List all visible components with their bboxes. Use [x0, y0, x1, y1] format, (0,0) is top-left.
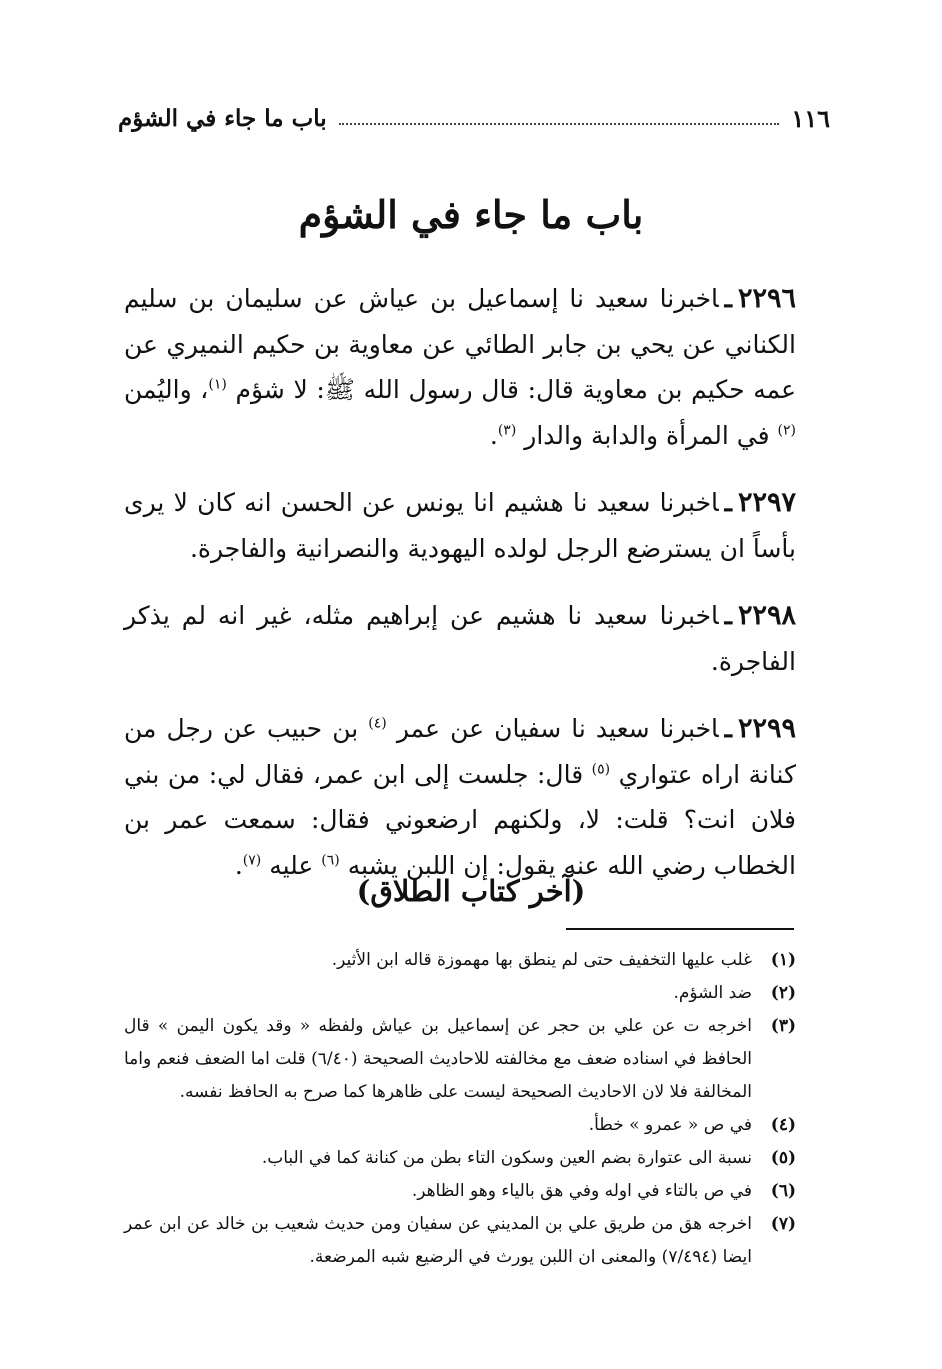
footnote-number: (٧)	[770, 1214, 796, 1234]
hadith-2299	[124, 706, 796, 888]
footnote-item	[124, 944, 796, 977]
footnote-item	[124, 1010, 796, 1109]
footnote-text: اخرجه هق من طريق علي بن المديني عن سفيان ومن حديث شعيب بن خالد عن ابن عمر ايضا (٧/٤٩٤) والمعنى ان اللبن يورث في الرضيع شبه المرضعة.	[124, 1214, 752, 1267]
footnote-text: ضد الشؤم.	[673, 983, 752, 1003]
hadith-text: اخبرنا سعيد نا هشيم انا يونس عن الحسن انه كان لا يرى بأساً ان يسترضع الرجل لولده اليهودية والنصرانية والفاجرة.	[124, 488, 796, 563]
footnote-ref: (٧)	[242, 852, 262, 869]
main-text	[124, 276, 796, 910]
footnote-text: نسبة الى عتوارة بضم العين وسكون التاء بطن من كنانة كما في الباب.	[261, 1148, 752, 1168]
hadith-text: عليه	[269, 850, 314, 880]
footnote-item	[124, 1109, 796, 1142]
hadith-number: ٢٢٩٧	[737, 487, 796, 518]
hadith-text: ، واليُمن	[124, 375, 209, 404]
footnote-text: اخرجه ت عن علي بن حجر عن إسماعيل بن عياش ولفظه « وقد يكون اليمن » قال الحافظ في اسناده ضعف مع مخالفته للاحاديث الصحيحة (٦/٤٠) قلت اما الضعف فنعم واما المخالفة فلا لان الاحاديث الصحيحة ليست على ظاهرها كما صرح به الحافظ نفسه.	[124, 1016, 752, 1102]
footnote-ref: (٣)	[497, 422, 517, 439]
hadith-text: اخبرنا سعيد نا سفيان عن عمر	[396, 714, 719, 743]
hadith-number: ٢٢٩٩	[737, 713, 796, 744]
footnote-item	[124, 1208, 796, 1274]
page-number: ١١٦	[791, 103, 830, 133]
footnote-item	[124, 1175, 796, 1208]
hadith-number: ٢٢٩٦	[737, 283, 796, 314]
hadith-text: بن حبيب عن رجل من كنانة اراه عتواري	[124, 714, 796, 789]
footnote-ref: (٦)	[321, 852, 340, 869]
hadith-dash: ـ	[724, 488, 732, 517]
footnote-ref: (٤)	[368, 715, 387, 732]
footnotes	[124, 944, 796, 1274]
running-title: باب ما جاء في الشؤم	[118, 104, 327, 132]
footnote-text: في ص بالتاء في اوله وفي هق بالياء وهو الظاهر.	[411, 1181, 752, 1201]
footnote-ref: (١)	[208, 376, 227, 393]
footnote-text: غلب عليها التخفيف حتى لم ينطق بها مهموزة قاله ابن الأثير.	[331, 950, 752, 970]
hadith-text: .	[489, 420, 498, 450]
hadith-2296	[124, 276, 796, 458]
hadith-text: .	[234, 850, 243, 880]
running-header	[118, 98, 830, 138]
hadith-2298	[124, 593, 796, 684]
footnote-number: (٣)	[770, 1016, 796, 1036]
hadith-dash: ـ	[724, 601, 732, 630]
hadith-text: قال: جلست إلى ابن عمر، فقال لي: من بني فلان انت؟ قلت: لا، ولكنهم ارضعوني فقال: سمعت عمر بن الخطاب رضي الله عنه يقول: إن اللبن يشبه	[124, 759, 796, 880]
hadith-dash: ـ	[724, 714, 732, 743]
chapter-title: باب ما جاء في الشؤم	[298, 192, 644, 237]
hadith-number: ٢٢٩٨	[737, 600, 796, 631]
header-dotted-leader	[339, 123, 780, 125]
hadith-text: اخبرنا سعيد نا إسماعيل بن عياش عن سليمان بن سليم الكناني عن يحي بن جابر الطائي عن معاوية بن حكيم النميري عن عمه حكيم بن معاوية قال: قال رسول الله ﷺ: لا شؤم	[124, 284, 796, 404]
footnote-ref: (٢)	[777, 422, 796, 439]
footnote-ref: (٥)	[591, 761, 611, 778]
footnote-number: (٥)	[770, 1148, 796, 1168]
footnote-number: (٤)	[770, 1115, 796, 1135]
footnote-separator	[566, 928, 794, 930]
hadith-dash: ـ	[724, 284, 732, 313]
hadith-2297	[124, 480, 796, 571]
hadith-text: في المرأة والدابة والدار	[524, 420, 770, 450]
footnote-text: في ص « عمرو » خطأ.	[588, 1115, 752, 1135]
footnote-number: (٦)	[770, 1181, 796, 1201]
book-end-note: (آخر كتاب الطلاق)	[356, 874, 586, 908]
footnote-item	[124, 1142, 796, 1175]
footnote-number: (٢)	[770, 983, 796, 1003]
hadith-text: اخبرنا سعيد نا هشيم عن إبراهيم مثله، غير انه لم يذكر الفاجرة.	[124, 601, 796, 676]
footnote-number: (١)	[770, 950, 796, 970]
footnote-item	[124, 977, 796, 1010]
